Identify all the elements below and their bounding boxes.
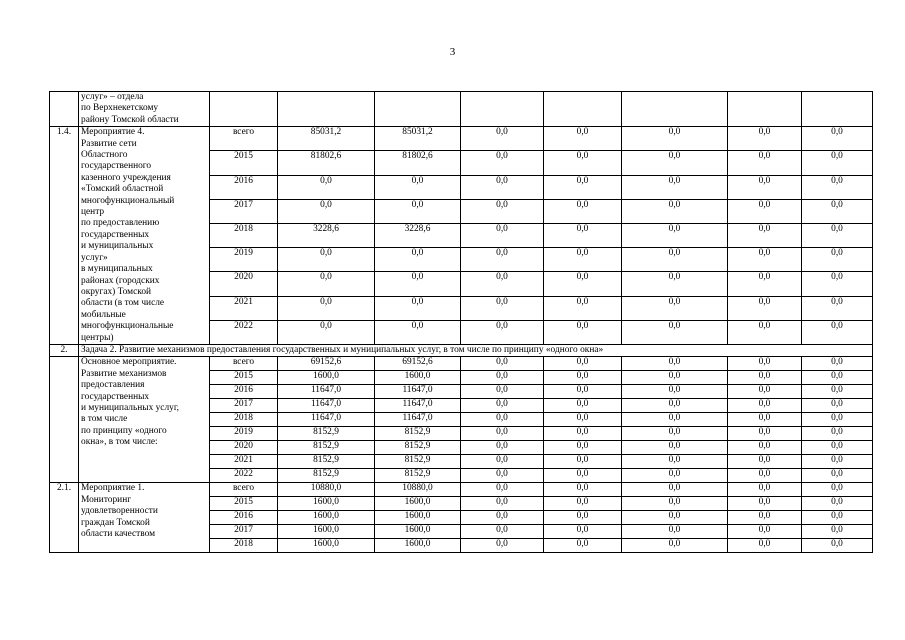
year-cell: всего xyxy=(210,483,278,497)
value-cell: 0,0 xyxy=(622,199,728,223)
year-cell: 2016 xyxy=(210,175,278,199)
value-cell: 0,0 xyxy=(728,539,802,553)
value-cell: 0,0 xyxy=(544,483,622,497)
value-cell: 0,0 xyxy=(278,248,375,272)
value-cell: 0,0 xyxy=(544,497,622,511)
value-cell: 0,0 xyxy=(802,399,873,413)
value-cell: 10880,0 xyxy=(278,483,375,497)
value-cell: 0,0 xyxy=(544,357,622,371)
value-cell: 0,0 xyxy=(728,441,802,455)
year-cell: 2016 xyxy=(210,511,278,525)
value-cell: 0,0 xyxy=(622,455,728,469)
year-cell: 2022 xyxy=(210,469,278,483)
value-cell: 81802,6 xyxy=(278,151,375,175)
value-cell: 0,0 xyxy=(544,272,622,296)
year-cell: 2019 xyxy=(210,427,278,441)
value-cell: 0,0 xyxy=(461,296,544,320)
value-cell: 8152,9 xyxy=(375,427,461,441)
value-cell: 0,0 xyxy=(622,427,728,441)
value-cell: 0,0 xyxy=(802,525,873,539)
measure-name: Основное мероприятие. Развитие механизмов предоставления государственных и муниципальных услуг, в том числе по принципу «одного окна», в том числе: xyxy=(79,357,210,483)
value-cell: 0,0 xyxy=(461,511,544,525)
value-cell: 0,0 xyxy=(544,455,622,469)
value-cell: 0,0 xyxy=(544,223,622,247)
value-cell: 0,0 xyxy=(544,151,622,175)
value-cell: 0,0 xyxy=(728,511,802,525)
value-cell: 85031,2 xyxy=(375,127,461,151)
value-cell: 1600,0 xyxy=(375,511,461,525)
task-number: 2. xyxy=(50,344,79,356)
page-number: 3 xyxy=(449,46,456,58)
value-cell: 3228,6 xyxy=(278,223,375,247)
value-cell: 0,0 xyxy=(461,399,544,413)
value-cell: 1600,0 xyxy=(278,371,375,385)
value-cell: 0,0 xyxy=(544,441,622,455)
value-cell: 0,0 xyxy=(728,272,802,296)
year-cell: 2015 xyxy=(210,371,278,385)
value-cell: 0,0 xyxy=(461,483,544,497)
value-cell: 0,0 xyxy=(802,385,873,399)
value-cell: 0,0 xyxy=(622,272,728,296)
year-cell: всего xyxy=(210,357,278,371)
value-cell: 0,0 xyxy=(622,399,728,413)
value-cell: 0,0 xyxy=(802,272,873,296)
table-row xyxy=(50,127,873,151)
value-cell: 0,0 xyxy=(461,151,544,175)
value-cell: 0,0 xyxy=(622,223,728,247)
value-cell: 1600,0 xyxy=(278,511,375,525)
value-cell: 0,0 xyxy=(802,320,873,344)
value-cell: 10880,0 xyxy=(375,483,461,497)
value-cell: 3228,6 xyxy=(375,223,461,247)
value-cell: 0,0 xyxy=(544,399,622,413)
value-cell: 0,0 xyxy=(802,497,873,511)
value-cell: 0,0 xyxy=(544,413,622,427)
value-cell: 0,0 xyxy=(728,413,802,427)
value-cell: 0,0 xyxy=(622,320,728,344)
value-cell: 0,0 xyxy=(461,175,544,199)
table-row xyxy=(50,357,873,371)
value-cell: 0,0 xyxy=(461,455,544,469)
funding-table xyxy=(49,91,873,553)
value-cell: 1600,0 xyxy=(278,539,375,553)
value-cell: 8152,9 xyxy=(278,427,375,441)
value-cell: 0,0 xyxy=(544,525,622,539)
value-cell: 8152,9 xyxy=(375,441,461,455)
value-cell: 8152,9 xyxy=(278,441,375,455)
value-cell: 0,0 xyxy=(802,539,873,553)
value-cell: 0,0 xyxy=(375,199,461,223)
year-cell: 2018 xyxy=(210,539,278,553)
year-cell: 2017 xyxy=(210,525,278,539)
value-cell: 81802,6 xyxy=(375,151,461,175)
value-cell: 8152,9 xyxy=(375,469,461,483)
value-cell: 0,0 xyxy=(728,469,802,483)
value-cell: 0,0 xyxy=(728,320,802,344)
task-row xyxy=(50,344,873,356)
value-cell: 0,0 xyxy=(375,320,461,344)
value-cell: 0,0 xyxy=(728,483,802,497)
year-cell: 2015 xyxy=(210,497,278,511)
value-cell: 0,0 xyxy=(802,441,873,455)
value-cell: 0,0 xyxy=(728,385,802,399)
row-number: 1.4. xyxy=(50,127,79,345)
value-cell: 0,0 xyxy=(544,248,622,272)
value-cell: 0,0 xyxy=(278,175,375,199)
value-cell: 0,0 xyxy=(461,525,544,539)
value-cell: 0,0 xyxy=(544,199,622,223)
value-cell: 0,0 xyxy=(622,539,728,553)
value-cell: 0,0 xyxy=(802,511,873,525)
value-cell: 0,0 xyxy=(544,296,622,320)
year-cell: 2020 xyxy=(210,272,278,296)
value-cell: 0,0 xyxy=(622,483,728,497)
value-cell: 11647,0 xyxy=(375,385,461,399)
value-cell: 0,0 xyxy=(375,272,461,296)
value-cell: 0,0 xyxy=(728,455,802,469)
value-cell: 0,0 xyxy=(728,525,802,539)
measure-name: Мероприятие 1. Мониторинг удовлетворенности граждан Томской области качеством xyxy=(79,483,210,553)
value-cell: 1600,0 xyxy=(375,539,461,553)
value-cell: 8152,9 xyxy=(278,469,375,483)
value-cell: 0,0 xyxy=(461,272,544,296)
year-cell: 2017 xyxy=(210,399,278,413)
year-cell: всего xyxy=(210,127,278,151)
value-cell: 11647,0 xyxy=(278,385,375,399)
value-cell: 0,0 xyxy=(802,483,873,497)
year-cell: 2021 xyxy=(210,455,278,469)
value-cell: 0,0 xyxy=(728,175,802,199)
value-cell: 1600,0 xyxy=(375,525,461,539)
year-cell: 2022 xyxy=(210,320,278,344)
cell-no xyxy=(50,92,79,127)
value-cell: 0,0 xyxy=(544,385,622,399)
value-cell: 0,0 xyxy=(461,427,544,441)
value-cell: 0,0 xyxy=(461,371,544,385)
year-cell: 2016 xyxy=(210,385,278,399)
value-cell: 0,0 xyxy=(461,413,544,427)
value-cell: 0,0 xyxy=(802,296,873,320)
year-cell: 2021 xyxy=(210,296,278,320)
value-cell: 0,0 xyxy=(622,151,728,175)
value-cell: 8152,9 xyxy=(278,455,375,469)
value-cell: 0,0 xyxy=(461,199,544,223)
value-cell: 0,0 xyxy=(622,469,728,483)
value-cell: 0,0 xyxy=(728,151,802,175)
value-cell: 0,0 xyxy=(622,511,728,525)
value-cell: 0,0 xyxy=(802,371,873,385)
value-cell: 0,0 xyxy=(622,441,728,455)
continuation-row xyxy=(50,92,873,127)
value-cell: 0,0 xyxy=(802,357,873,371)
year-cell: 2018 xyxy=(210,413,278,427)
value-cell: 69152,6 xyxy=(278,357,375,371)
table-body xyxy=(50,92,873,553)
value-cell: 0,0 xyxy=(728,223,802,247)
value-cell: 0,0 xyxy=(461,441,544,455)
year-cell: 2015 xyxy=(210,151,278,175)
value-cell: 0,0 xyxy=(728,357,802,371)
year-cell: 2019 xyxy=(210,248,278,272)
value-cell: 0,0 xyxy=(461,320,544,344)
value-cell: 0,0 xyxy=(622,385,728,399)
value-cell: 0,0 xyxy=(461,127,544,151)
value-cell: 0,0 xyxy=(544,127,622,151)
value-cell: 0,0 xyxy=(544,320,622,344)
value-cell: 0,0 xyxy=(544,371,622,385)
value-cell: 0,0 xyxy=(461,385,544,399)
value-cell: 11647,0 xyxy=(278,399,375,413)
value-cell: 69152,6 xyxy=(375,357,461,371)
value-cell: 0,0 xyxy=(278,272,375,296)
value-cell: 0,0 xyxy=(802,413,873,427)
value-cell: 11647,0 xyxy=(375,399,461,413)
value-cell: 0,0 xyxy=(622,296,728,320)
value-cell: 0,0 xyxy=(461,469,544,483)
value-cell: 0,0 xyxy=(544,539,622,553)
year-cell: 2020 xyxy=(210,441,278,455)
row-number xyxy=(50,357,79,483)
value-cell: 0,0 xyxy=(461,357,544,371)
value-cell: 11647,0 xyxy=(278,413,375,427)
task-text: Задача 2. Развитие механизмов предоставления государственных и муниципальных услуг, в том числе по принципу «одного окна» xyxy=(79,344,873,356)
value-cell: 0,0 xyxy=(461,497,544,511)
value-cell: 0,0 xyxy=(278,320,375,344)
value-cell: 0,0 xyxy=(622,248,728,272)
value-cell: 0,0 xyxy=(802,469,873,483)
value-cell: 0,0 xyxy=(461,223,544,247)
value-cell: 0,0 xyxy=(802,199,873,223)
value-cell: 0,0 xyxy=(622,175,728,199)
value-cell: 0,0 xyxy=(728,296,802,320)
value-cell: 11647,0 xyxy=(375,413,461,427)
value-cell: 0,0 xyxy=(802,427,873,441)
value-cell: 0,0 xyxy=(728,497,802,511)
value-cell: 0,0 xyxy=(802,248,873,272)
value-cell: 0,0 xyxy=(622,357,728,371)
value-cell: 0,0 xyxy=(278,199,375,223)
value-cell: 1600,0 xyxy=(375,497,461,511)
value-cell: 8152,9 xyxy=(375,455,461,469)
row-number: 2.1. xyxy=(50,483,79,553)
value-cell: 0,0 xyxy=(278,296,375,320)
value-cell: 0,0 xyxy=(544,511,622,525)
value-cell: 0,0 xyxy=(802,175,873,199)
value-cell: 0,0 xyxy=(544,427,622,441)
measure-name: Мероприятие 4. Развитие сети Областного государственного казенного учреждения «Томский областной многофункциональный центр по предоставлению государственных и муниципальных услуг» в муниципальных районах (городских округах) Томской области (в том числе мобильные многофункциональные центры) xyxy=(79,127,210,345)
value-cell: 0,0 xyxy=(802,151,873,175)
continuation-name: услуг» – отдела по Верхнекетскому району Томской области xyxy=(79,92,210,127)
value-cell: 0,0 xyxy=(728,127,802,151)
value-cell: 1600,0 xyxy=(375,371,461,385)
table-row xyxy=(50,483,873,497)
value-cell: 0,0 xyxy=(802,127,873,151)
year-cell: 2017 xyxy=(210,199,278,223)
value-cell: 85031,2 xyxy=(278,127,375,151)
value-cell: 1600,0 xyxy=(278,497,375,511)
value-cell: 0,0 xyxy=(375,296,461,320)
value-cell: 0,0 xyxy=(544,469,622,483)
value-cell: 0,0 xyxy=(375,248,461,272)
value-cell: 0,0 xyxy=(622,371,728,385)
value-cell: 0,0 xyxy=(622,413,728,427)
value-cell: 0,0 xyxy=(802,455,873,469)
year-cell: 2018 xyxy=(210,223,278,247)
value-cell: 0,0 xyxy=(728,199,802,223)
value-cell: 0,0 xyxy=(461,539,544,553)
value-cell: 0,0 xyxy=(802,223,873,247)
value-cell: 1600,0 xyxy=(278,525,375,539)
value-cell: 0,0 xyxy=(375,175,461,199)
value-cell: 0,0 xyxy=(622,497,728,511)
value-cell: 0,0 xyxy=(728,371,802,385)
value-cell: 0,0 xyxy=(728,248,802,272)
value-cell: 0,0 xyxy=(622,127,728,151)
value-cell: 0,0 xyxy=(544,175,622,199)
value-cell: 0,0 xyxy=(461,248,544,272)
value-cell: 0,0 xyxy=(622,525,728,539)
value-cell: 0,0 xyxy=(728,399,802,413)
value-cell: 0,0 xyxy=(728,427,802,441)
